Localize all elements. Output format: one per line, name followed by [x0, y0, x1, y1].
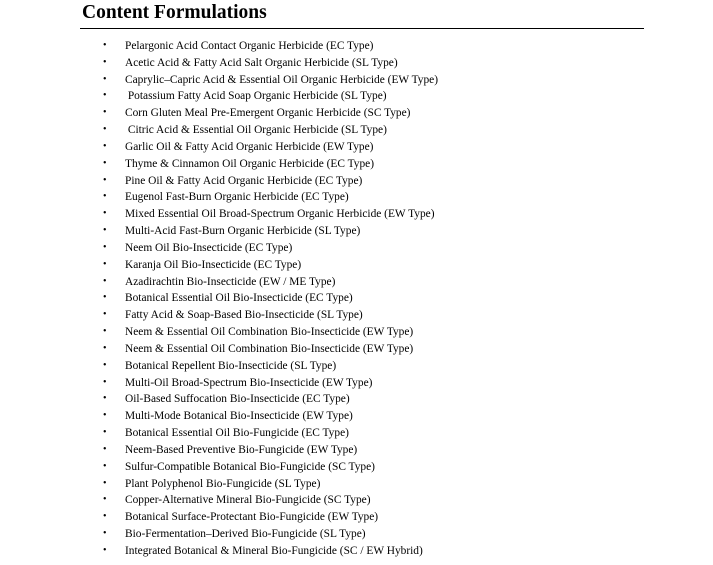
bullet-icon: • [103, 241, 107, 253]
list-item-label: Corn Gluten Meal Pre-Emergent Organic Herbicide (SC Type) [125, 107, 411, 120]
list-item-label: Pine Oil & Fatty Acid Organic Herbicide (EC Type) [125, 174, 363, 187]
bullet-icon: • [103, 528, 107, 540]
bullet-icon: • [103, 191, 107, 203]
list-item-label: Garlic Oil & Fatty Acid Organic Herbicide (EW Type) [125, 140, 374, 153]
bullet-icon: • [103, 460, 107, 472]
list-item-label: Plant Polyphenol Bio-Fungicide (SL Type) [125, 477, 321, 490]
bullet-icon: • [103, 157, 107, 169]
bullet-icon: • [103, 292, 107, 304]
bullet-icon: • [103, 477, 107, 489]
bullet-icon: • [103, 342, 107, 354]
list-item-label: Neem & Essential Oil Combination Bio-Insecticide (EW Type) [125, 326, 414, 339]
list-item-label: Mixed Essential Oil Broad-Spectrum Organic Herbicide (EW Type) [125, 208, 435, 221]
list-item-label: Thyme & Cinnamon Oil Organic Herbicide (EC Type) [125, 157, 375, 170]
bullet-icon: • [103, 258, 107, 270]
bullet-icon: • [103, 376, 107, 388]
bullet-icon: • [103, 494, 107, 506]
list-item-label: Caprylic–Capric Acid & Essential Oil Organic Herbicide (EW Type) [125, 73, 438, 86]
bullet-icon: • [103, 73, 107, 85]
heading-divider [80, 28, 644, 29]
bullet-icon: • [103, 56, 107, 68]
list-item-label: Eugenol Fast-Burn Organic Herbicide (EC Type) [125, 191, 349, 204]
list-item-label: Karanja Oil Bio-Insecticide (EC Type) [125, 258, 302, 271]
list-item-label: Citric Acid & Essential Oil Organic Herbicide (SL Type) [125, 124, 387, 137]
list-item-label: Neem & Essential Oil Combination Bio-Insecticide (EW Type) [125, 342, 414, 355]
list-item-label: Botanical Essential Oil Bio-Insecticide (EC Type) [125, 292, 353, 305]
list-item-label: Neem Oil Bio-Insecticide (EC Type) [125, 241, 293, 254]
bullet-icon: • [103, 90, 107, 102]
bullet-icon: • [103, 410, 107, 422]
list-item-label: Potassium Fatty Acid Soap Organic Herbicide (SL Type) [125, 90, 387, 103]
bullet-icon: • [103, 326, 107, 338]
list-item-label: Multi-Acid Fast-Burn Organic Herbicide (SL Type) [125, 225, 361, 238]
bullet-icon: • [103, 511, 107, 523]
list-item-label: Copper-Alternative Mineral Bio-Fungicide (SC Type) [125, 494, 371, 507]
bullet-icon: • [103, 275, 107, 287]
list-item-label: Bio-Fermentation–Derived Bio-Fungicide (SL Type) [125, 528, 366, 541]
page-title: Content Formulations [82, 2, 267, 23]
list-item-label: Integrated Botanical & Mineral Bio-Fungicide (SC / EW Hybrid) [125, 544, 423, 557]
list-item-label: Pelargonic Acid Contact Organic Herbicide (EC Type) [125, 40, 374, 52]
bullet-icon: • [103, 40, 107, 51]
list-item-label: Neem-Based Preventive Bio-Fungicide (EW Type) [125, 443, 358, 456]
list-item-label: Botanical Repellent Bio-Insecticide (SL Type) [125, 359, 337, 372]
bullet-icon: • [103, 225, 107, 237]
bullet-icon: • [103, 427, 107, 439]
bullet-icon: • [103, 124, 107, 136]
bullet-icon: • [103, 208, 107, 220]
bullet-icon: • [103, 140, 107, 152]
bullet-icon: • [103, 393, 107, 405]
bullet-icon: • [103, 544, 107, 556]
list-item-label: Acetic Acid & Fatty Acid Salt Organic Herbicide (SL Type) [125, 56, 398, 69]
bullet-icon: • [103, 174, 107, 186]
list-item-label: Botanical Surface-Protectant Bio-Fungicide (EW Type) [125, 511, 379, 524]
list-item-label: Fatty Acid & Soap-Based Bio-Insecticide (SL Type) [125, 309, 363, 322]
list-item-label: Oil-Based Suffocation Bio-Insecticide (EC Type) [125, 393, 350, 406]
bullet-icon: • [103, 309, 107, 321]
bullet-icon: • [103, 443, 107, 455]
bullet-icon: • [103, 359, 107, 371]
list-item-label: Sulfur-Compatible Botanical Bio-Fungicide (SC Type) [125, 460, 375, 473]
list-item-label: Multi-Oil Broad-Spectrum Bio-Insecticide (EW Type) [125, 376, 373, 389]
bullet-icon: • [103, 107, 107, 119]
list-item-label: Botanical Essential Oil Bio-Fungicide (EC Type) [125, 427, 349, 440]
list-item-label: Multi-Mode Botanical Bio-Insecticide (EW Type) [125, 410, 353, 423]
list-item-label: Azadirachtin Bio-Insecticide (EW / ME Type) [125, 275, 336, 288]
